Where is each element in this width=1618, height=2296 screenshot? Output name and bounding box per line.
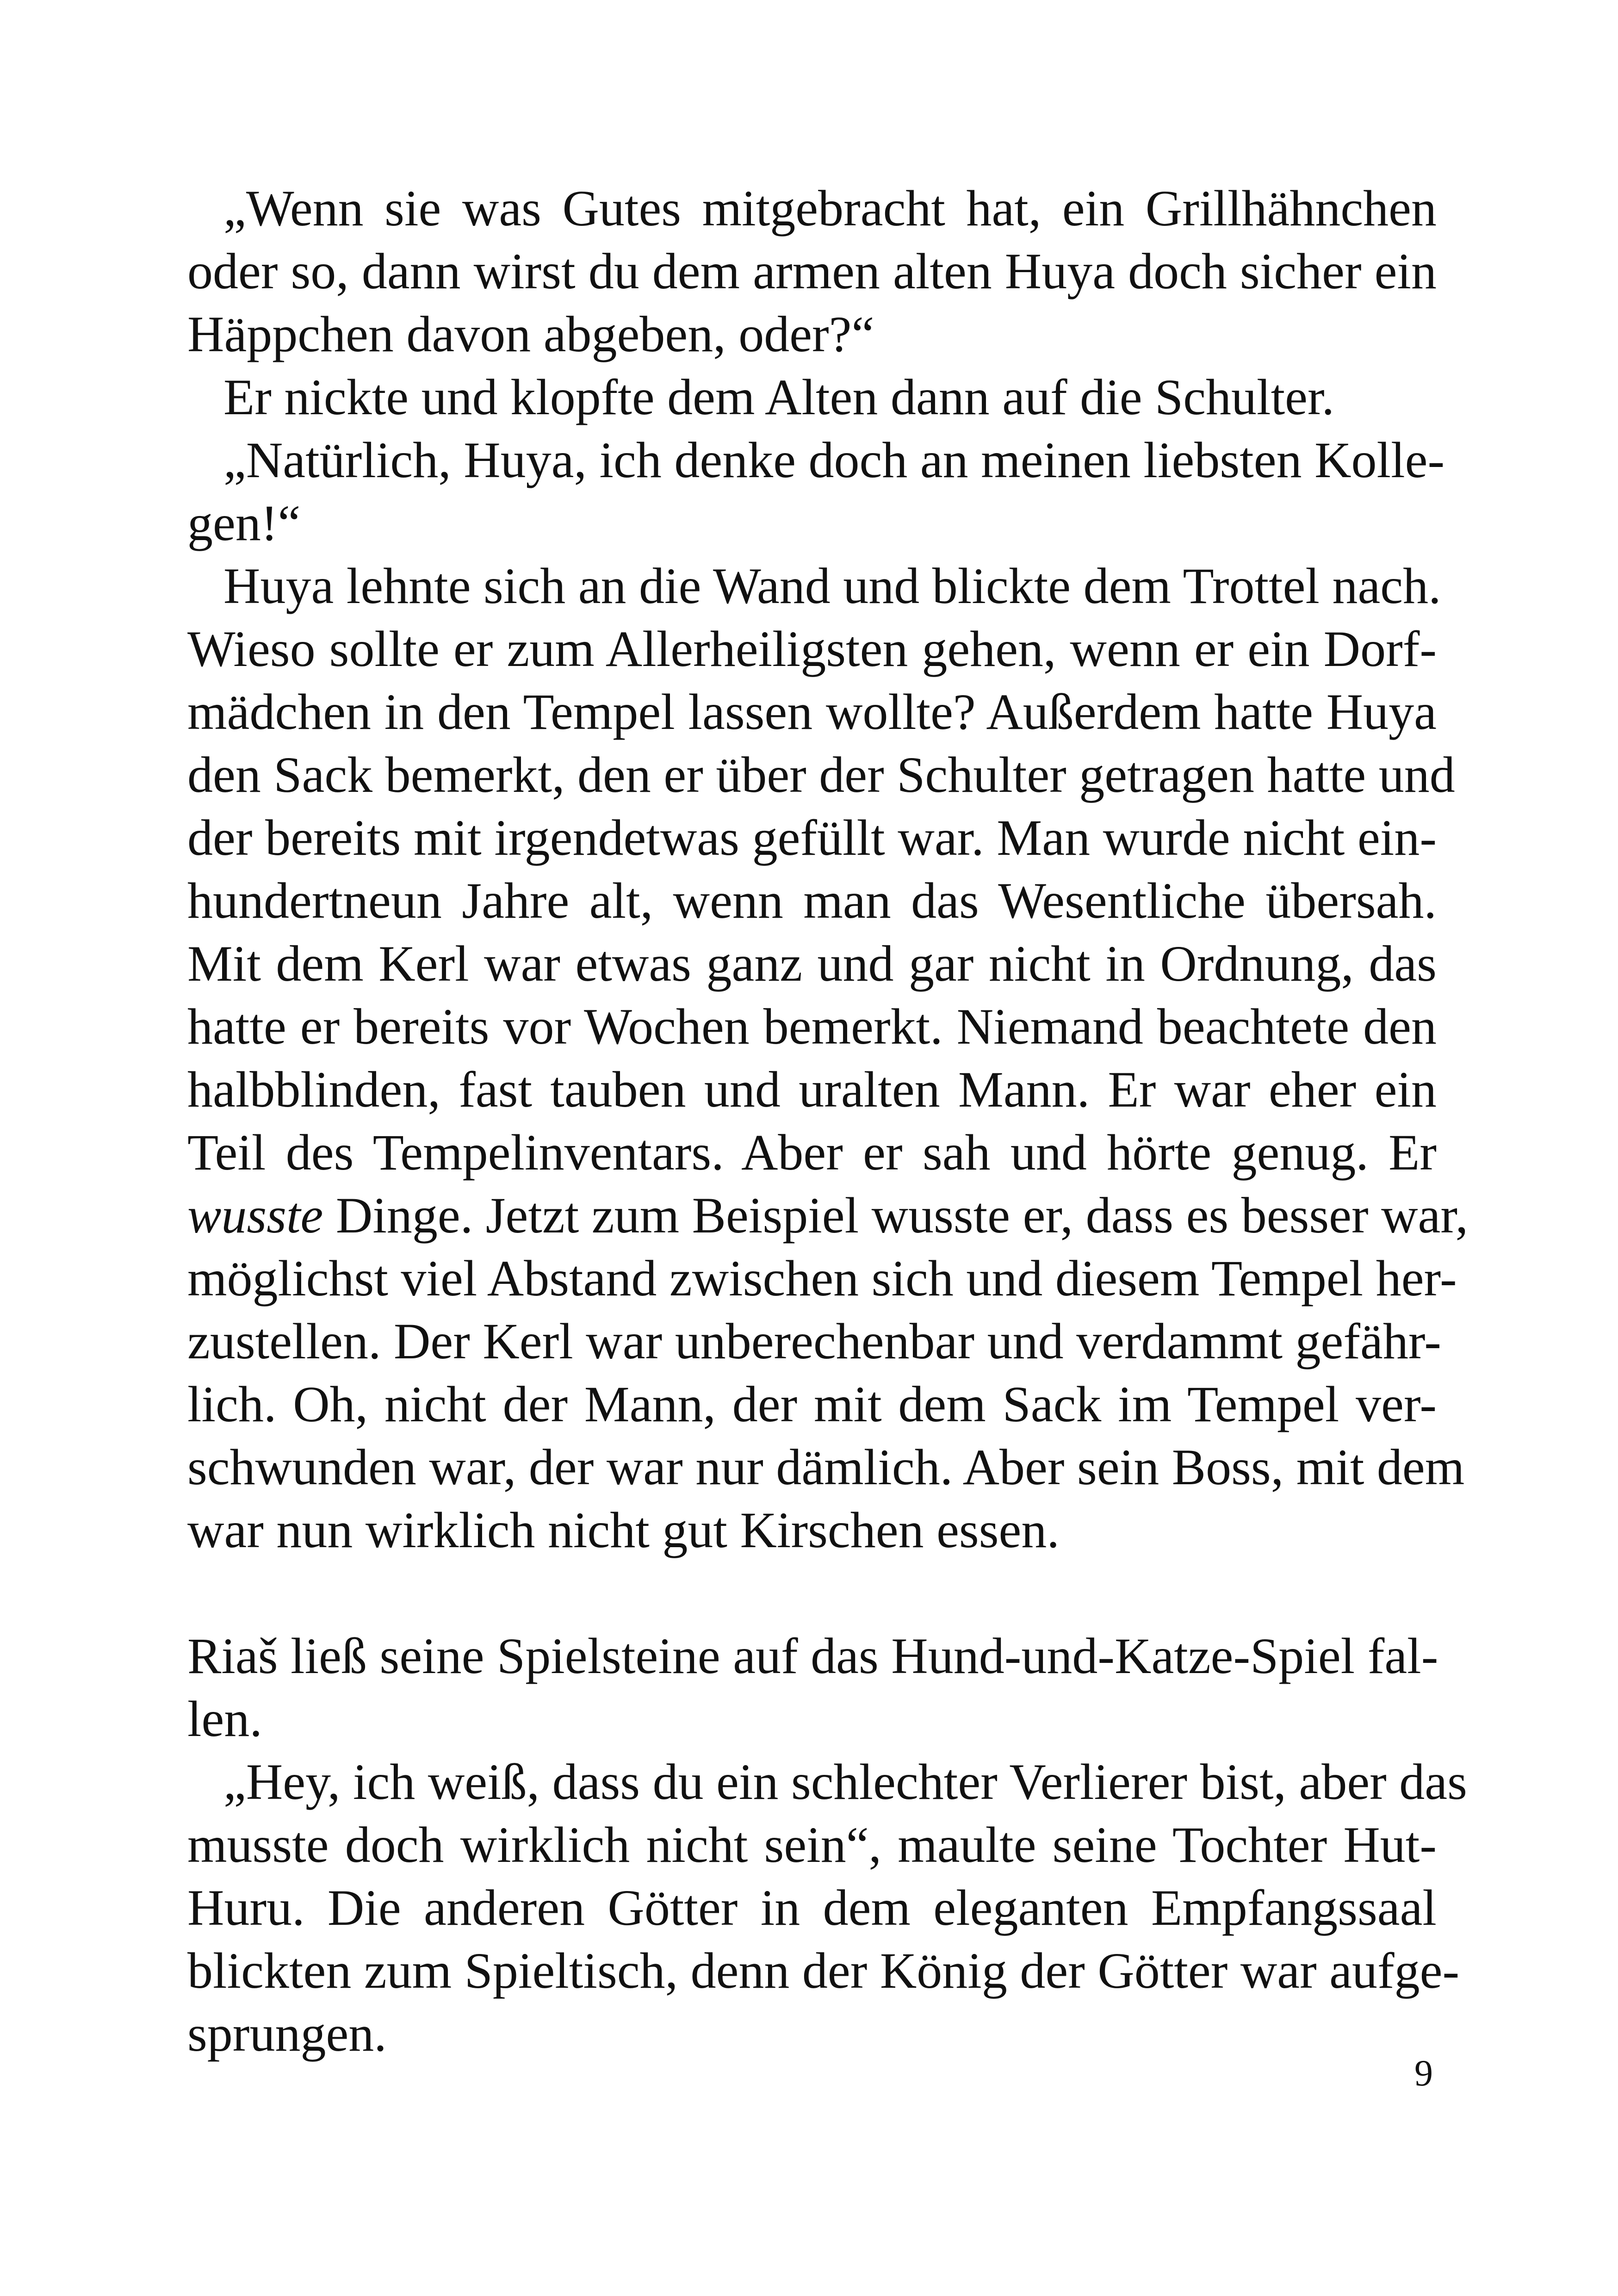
text-line: Riaš ließ seine Spielsteine auf das Hund-und-Katze-Spiel fal- — [187, 1628, 1438, 1684]
text-line — [187, 1184, 1469, 1247]
paragraph — [187, 366, 1437, 429]
text-line: gen!“ — [187, 495, 301, 551]
text-line: der bereits mit irgendetwas gefüllt war. Man wurde nicht ein- — [187, 809, 1437, 866]
text-line: hatte er bereits vor Wochen bemerkt. Niemand beachtete den — [187, 998, 1437, 1055]
text-line: Mit dem Kerl war etwas ganz und gar nicht in Ordnung, das — [187, 935, 1437, 992]
text-line: Teil des Tempelinventars. Aber er sah und hörte genug. Er — [187, 1124, 1437, 1181]
text-line: sprungen. — [187, 2005, 387, 2062]
line-text: Dinge. Jetzt zum Beispiel wusste er, dass es besser war, — [323, 1187, 1469, 1244]
text-line: schwunden war, der war nur dämlich. Aber sein Boss, mit dem — [187, 1439, 1465, 1495]
text-line: len. — [187, 1691, 262, 1747]
paragraph — [187, 1624, 1437, 1750]
text-line: „Natürlich, Huya, ich denke doch an meinen liebsten Kolle- — [223, 432, 1445, 488]
text-line: mädchen in den Tempel lassen wollte? Außerdem hatte Huya — [187, 684, 1437, 740]
paragraph — [187, 177, 1437, 366]
text-line: „Hey, ich weiß, dass du ein schlechter Verlierer bist, aber das — [223, 1754, 1467, 1810]
paragraph — [187, 429, 1445, 554]
text-line: Wieso sollte er zum Allerheiligsten gehen, wenn er ein Dorf- — [187, 621, 1437, 677]
text-line: oder so, dann wirst du dem armen alten Huya doch sicher ein — [187, 243, 1437, 299]
text-line: war nun wirklich nicht gut Kirschen essen. — [187, 1502, 1060, 1558]
text-line: möglichst viel Abstand zwischen sich und diesem Tempel her- — [187, 1250, 1457, 1307]
page-number: 9 — [1414, 2053, 1433, 2094]
text-line: „Wenn sie was Gutes mitgebracht hat, ein Grillhähnchen — [223, 180, 1437, 236]
text-line: halbblinden, fast tauben und uralten Mann. Er war eher ein — [187, 1061, 1437, 1118]
text-line: blickten zum Spieltisch, denn der König der Götter war aufge- — [187, 1942, 1460, 1999]
text-line: hundertneun Jahre alt, wenn man das Wesentliche übersah. — [187, 872, 1437, 929]
text-line: Häppchen davon abgeben, oder?“ — [187, 306, 874, 362]
text-line: lich. Oh, nicht der Mann, der mit dem Sack im Tempel ver- — [187, 1376, 1437, 1432]
text-line: zustellen. Der Kerl war unberechenbar und verdammt gefähr- — [187, 1313, 1441, 1369]
text-line: Huya lehnte sich an die Wand und blickte dem Trottel nach. — [223, 558, 1441, 614]
text-line: musste doch wirklich nicht sein“, maulte seine Tochter Hut- — [187, 1817, 1437, 1873]
paragraph — [187, 1750, 1467, 2065]
italic-word: wusste — [187, 1187, 323, 1244]
text-line: Er nickte und klopfte dem Alten dann auf die Schulter. — [223, 369, 1335, 425]
paragraph — [187, 554, 1469, 1562]
text-line: Huru. Die anderen Götter in dem eleganten Empfangssaal — [187, 1879, 1437, 1936]
body-text — [187, 177, 1469, 2065]
text-line: den Sack bemerkt, den er über der Schulter getragen hatte und — [187, 747, 1455, 803]
